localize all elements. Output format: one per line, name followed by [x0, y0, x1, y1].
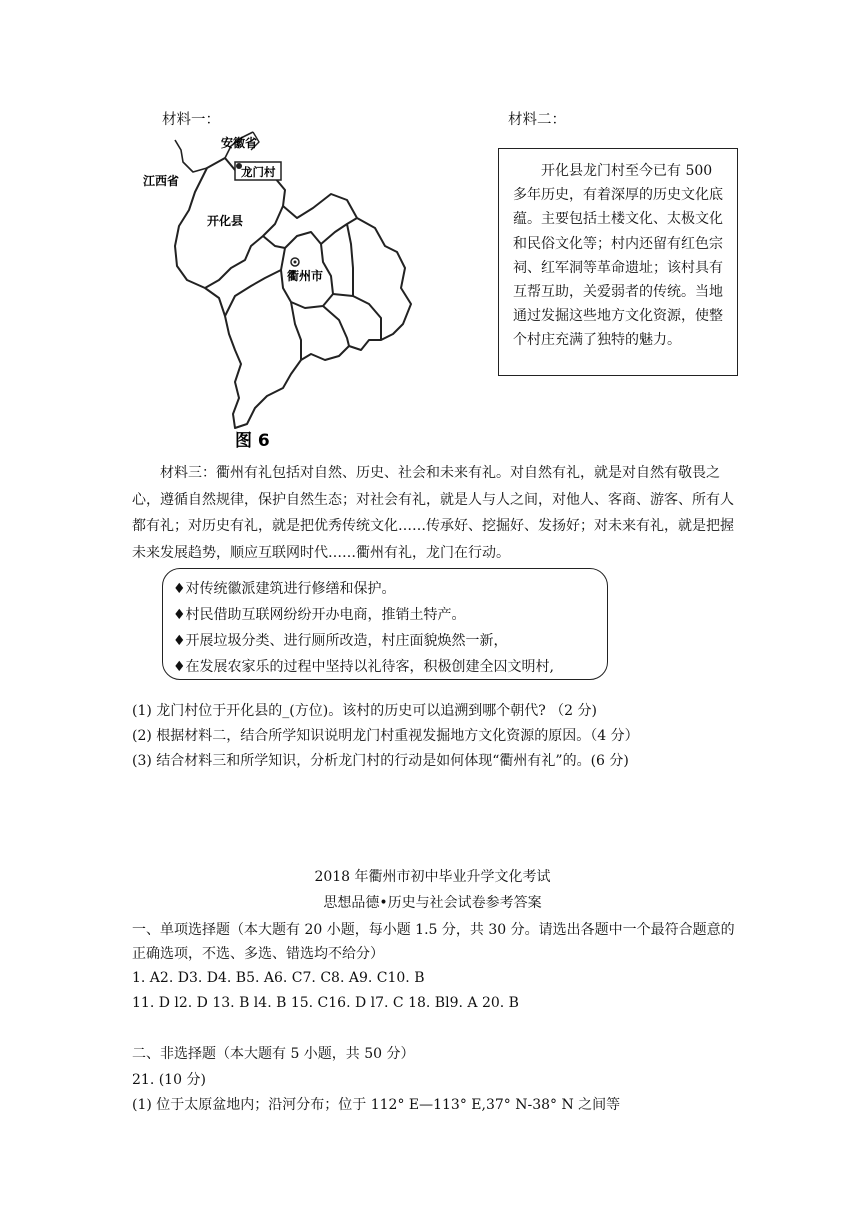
jiangxi-label: 江西省 — [143, 174, 180, 188]
answers-line-1: 1. A2. D3. D4. B5. A6. C7. C8. A9. C10. B — [132, 970, 425, 986]
material2-box: 开化县龙门村至今已有 500 多年历史，有着深厚的历史文化底蕴。主要包括土楼文化、太极文化和民俗文化等；村内还留有红色宗祠、红军洞等革命遗址；该村具有互帮互助，关爱弱者的传统。当地通过发掘这些地方文化资源，使整个村庄充满了独特的魅力。 — [498, 148, 738, 376]
actions-box — [162, 568, 608, 680]
kaihua-label: 开化县 — [207, 214, 244, 228]
action-item: ♦开展垃圾分类、进行厕所改造，村庄面貌焕然一新， — [173, 633, 508, 649]
action-item: ♦村民借助互联网纷纷开办电商，推销土特产。 — [173, 607, 466, 623]
material3-paragraph: 材料三：衢州有礼包括对自然、历史、社会和未来有礼。对自然有礼，就是对自然有敬畏之心，遵循自然规律，保护自然生态；对社会有礼，就是人与人之间，对他人、客商、游客、所有人都有礼；对历史有礼，就是把优秀传统文化……传承好、挖掘好、发扬好；对未来有礼，就是把握未来发展趋势，顺应互联网时代……衢州有礼，龙门在行动。 — [132, 465, 734, 561]
material2-label: 材料二： — [508, 112, 566, 128]
longmen-label: 龙门村 — [241, 165, 276, 179]
section2-heading: 二、非选择题（本大题有 5 小题，共 50 分） — [132, 1046, 415, 1062]
action-item: ♦在发展农家乐的过程中坚持以礼待客，积极创建全囚文明村, — [173, 659, 554, 675]
answer-title: 2018 年衢州市初中毕业升学文化考试 — [314, 869, 551, 885]
section1-heading: 一、单项选择题（本大题有 20 小题，每小题 1.5 分，共 30 分。请选出各题中一个最符合题意的正确选项，不选、多选、错选均不给分） — [132, 922, 735, 962]
material1-label: 材料一： — [162, 112, 220, 128]
q21-answer-1: (1) 位于太原盆地内；沿河分布；位于 112° E—113° E,37° N-38° N 之间等 — [132, 1097, 621, 1113]
kaihua-map-figure — [135, 128, 425, 453]
q21-heading: 21. (10 分) — [132, 1072, 206, 1088]
answers-line-2: 11. D l2. D 13. B l4. B 15. C16. D l7. C 18. Bl9. A 20. B — [132, 995, 519, 1011]
quzhou-label: 衢州市 — [287, 269, 324, 283]
answer-subtitle: 思想品德•历史与社会试卷参考答案 — [323, 895, 542, 911]
question-3: (3) 结合材料三和所学知识，分析龙门村的行动是如何体现“衢州有礼”的。(6 分) — [132, 753, 629, 769]
region-boundary — [175, 158, 411, 428]
figure-caption: 图 6 — [235, 431, 270, 451]
action-item: ♦对传统徽派建筑进行修缮和保护。 — [173, 581, 396, 597]
anhui-label: 安徽省 — [221, 136, 258, 150]
question-1: (1) 龙门村位于开化县的_(方位)。该村的历史可以追溯到哪个朝代? （2 分) — [132, 703, 597, 719]
question-2: (2) 根据材料二，结合所学知识说明龙门村重视发掘地方文化资源的原因。（4 分） — [132, 728, 639, 744]
